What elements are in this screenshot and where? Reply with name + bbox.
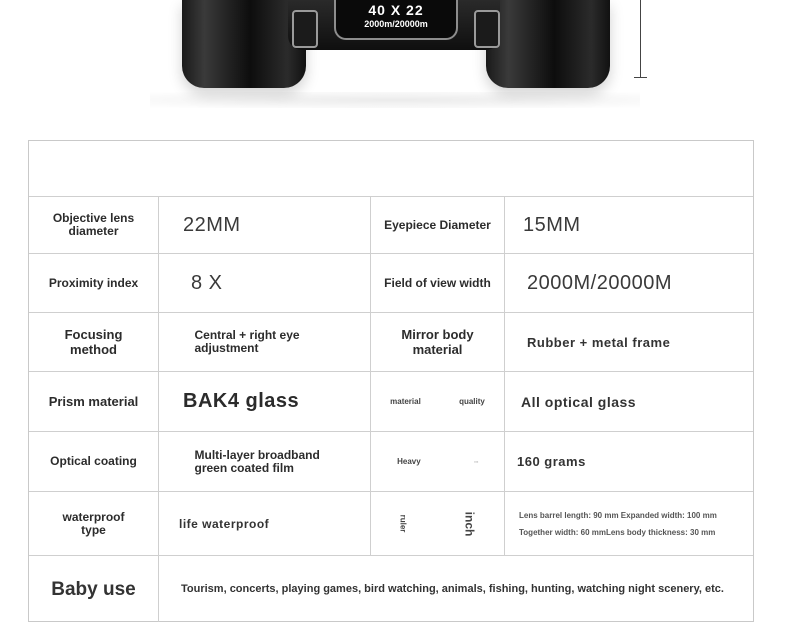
field-of-view-label: Field of view width [384,275,491,290]
prism-label: Prism material [48,394,139,409]
dimension-line [640,0,641,78]
field-of-view-value: 2000M/20000M [527,271,672,294]
table-row [29,254,753,313]
table-row [29,492,753,556]
mirror-body-value-cell [505,313,753,371]
table-row [29,197,753,254]
binoculars-product-image [0,0,790,120]
eyepiece-label: Eyepiece Diameter [384,217,491,232]
right-hinge [474,10,500,48]
table-row [29,556,753,622]
weight-icon: ⋮ [472,459,479,464]
waterproof-value-cell [159,492,371,555]
model-name: 40 X 22 [368,2,424,18]
table-header-row [29,141,753,197]
field-of-view-label-cell [371,254,505,312]
ruler-inch-cell [371,492,505,555]
mirror-body-label: Mirror body material [401,327,474,357]
inch-word: inch [462,511,477,536]
coating-value: Multi-layer broadband green coated film [194,447,320,475]
size-values-cell [505,492,753,555]
objective-lens-label-cell [29,197,159,253]
objective-lens-label: Objective lens diameter [52,211,135,238]
baby-use-label: Baby use [51,578,136,600]
heavy-cell [371,432,505,491]
ruler-word: ruler [398,514,408,533]
material-quality-value: All optical glass [521,393,637,410]
proximity-label: Proximity index [48,275,139,290]
baby-use-value: Tourism, concerts, playing games, bird watching, animals, fishing, hunting, watching night scenery, etc. [181,583,724,595]
prism-label-cell [29,372,159,431]
table-row [29,372,753,432]
material-word: material [390,397,421,406]
waterproof-label: waterproof type [62,509,125,537]
eyepiece-label-cell [371,197,505,253]
waterproof-label-cell [29,492,159,555]
material-quality-value-cell [505,372,753,431]
coating-label-cell [29,432,159,491]
baby-use-label-cell [29,556,159,622]
focusing-value: Central + right eye adjustment [194,328,300,355]
product-shadow [150,92,640,108]
table-row [29,432,753,492]
baby-use-value-cell [159,556,753,622]
mirror-body-label-cell [371,313,505,371]
prism-value: BAK4 glass [183,390,300,412]
material-quality-cell [371,372,505,431]
prism-value-cell [159,372,371,431]
model-plate [334,0,458,40]
size-line-2: Together width: 60 mmLens body thickness: 30 mm [519,527,716,537]
quality-word: quality [459,397,485,406]
size-values [505,507,717,541]
size-line-1: Lens barrel length: 90 mm Expanded width: 100 mm [519,510,717,520]
eyepiece-value-cell [505,197,753,253]
model-range: 2000m/20000m [364,19,428,29]
proximity-value-cell [159,254,371,312]
left-hinge [292,10,318,48]
focusing-label-cell [29,313,159,371]
specification-table [28,140,754,622]
weight-value-cell [505,432,753,491]
coating-label: Optical coating [50,454,137,468]
objective-lens-value-cell [159,197,371,253]
eyepiece-value: 15MM [523,213,581,236]
waterproof-value: life waterproof [179,516,270,531]
weight-value: 160 grams [517,454,586,469]
proximity-value: 8 X [191,271,223,294]
focusing-label: Focusing method [64,327,123,357]
coating-value-cell [159,432,371,491]
focusing-value-cell [159,313,371,371]
table-row [29,313,753,372]
objective-lens-value: 22MM [183,213,241,236]
field-of-view-value-cell [505,254,753,312]
mirror-body-value: Rubber + metal frame [527,334,671,350]
proximity-label-cell [29,254,159,312]
dimension-cap [634,77,647,78]
right-barrel [486,0,610,88]
heavy-word: Heavy [397,457,421,466]
